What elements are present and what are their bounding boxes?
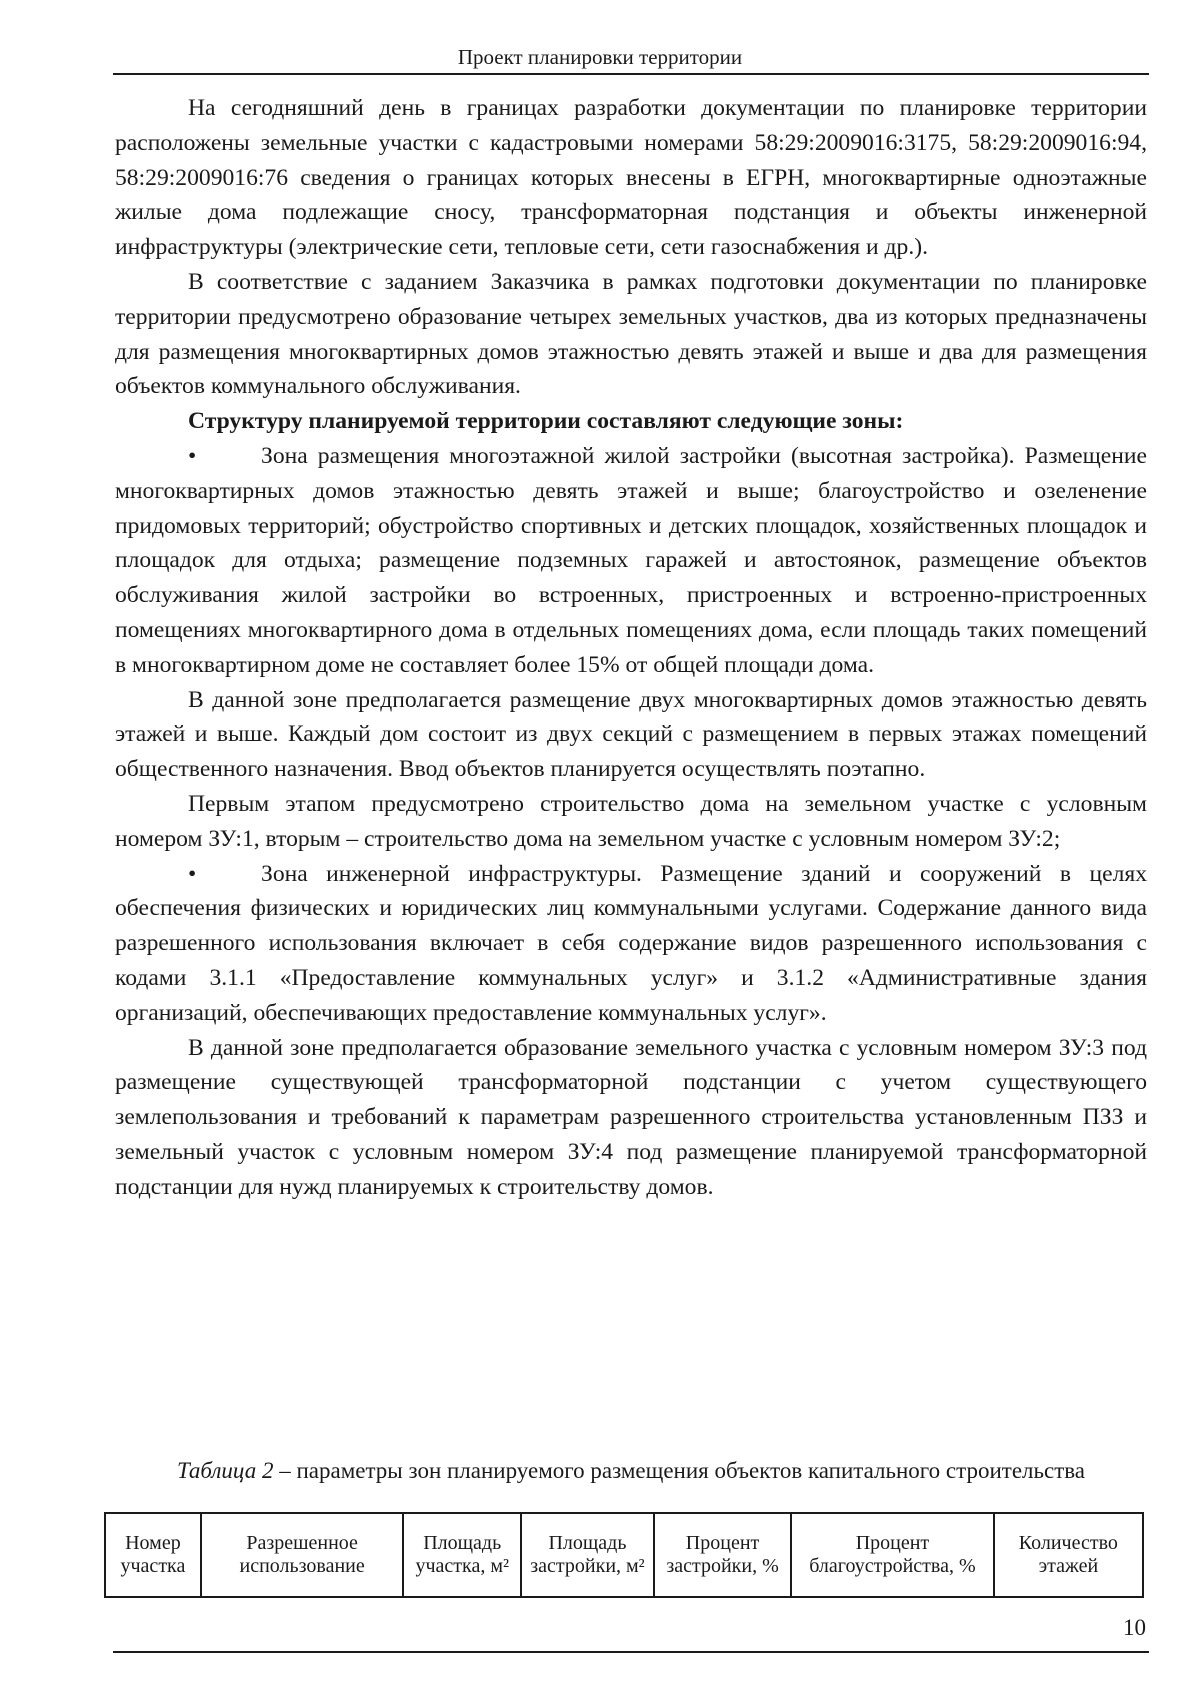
table-header-cell: Площадь участка, м²: [403, 1513, 521, 1597]
page-header-title: Проект планировки территории: [457, 45, 743, 69]
document-body: [115, 91, 1147, 1205]
bullet-text: Зона инженерной инфраструктуры. Размещение зданий и сооружений в целях обеспечения физических и юридических лиц коммунальными услугами. Содержание данного вида разрешенного использования включает в себя содержание видов разрешенного использования с кодами 3.1.1 «Предоставление коммунальных услуг» и 3.1.2 «Административные здания организаций, обеспечивающих предоставление коммунальных услуг».: [115, 860, 1147, 1026]
paragraph-existing-parcels: На сегодняшний день в границах разработки документации по планировке территории расположены земельные участки с кадастровыми номерами 58:29:2009016:3175, 58:29:2009016:94, 58:29:2009016:76 сведения о границах которых внесены в ЕГРН, многоквартирные одноэтажные жилые дома подлежащие сносу, трансформаторная подстанция и объекты инженерной инфраструктуры (электрические сети, тепловые сети, сети газоснабжения и др.).: [115, 95, 1147, 261]
paragraph-two-houses: В данной зоне предполагается размещение двух многоквартирных домов этажностью девять этажей и выше. Каждый дом состоит из двух секций с размещением в первых этажах помещений общественного назначения. Ввод объектов планируется осуществлять поэтапно.: [115, 686, 1147, 783]
header-rule: [113, 73, 1149, 75]
table-header-cell: Процент застройки, %: [654, 1513, 791, 1597]
table-caption-dash: –: [273, 1458, 297, 1483]
table-caption-text: параметры зон планируемого размещения объектов капитального строительства: [296, 1458, 1086, 1483]
table-header-cell: Количество этажей: [994, 1513, 1143, 1597]
table-header-cell: Номер участка: [105, 1513, 201, 1597]
bullet-symbol: •: [188, 442, 197, 469]
paragraph-stages: Первым этапом предусмотрено строительство дома на земельном участке с условным номером ЗУ:1, вторым – строительство дома на земельном участке с условным номером ЗУ:2;: [115, 790, 1147, 852]
table-caption: [115, 1457, 1147, 1484]
footer-rule: [113, 1651, 1149, 1653]
bullet-item-residential-zone: [115, 439, 1147, 683]
paragraph-substations: В данной зоне предполагается образование земельного участка с условным номером ЗУ:3 под размещение существующей трансформаторной подстанции с учетом существующего землепользования и требований к параметрам разрешенного строительства установленным ПЗЗ и земельный участок с условным номером ЗУ:4 под размещение планируемой трансформаторной подстанции для нужд планируемых к строительству домов.: [115, 1034, 1147, 1200]
bullet-symbol: •: [188, 860, 197, 887]
bullet-text: Зона размещения многоэтажной жилой застройки (высотная застройка). Размещение многоквартирных домов этажностью девять этажей и выше; благоустройство и озеленение придомовых территорий; обустройство спортивных и детских площадок, хозяйственных площадок и площадок для отдыха; размещение подземных гаражей и автостоянок, размещение объектов обслуживания жилой застройки во встроенных, пристроенных и встроенно-пристроенных помещениях многоквартирного дома в отдельных помещениях дома, если площадь таких помещений в многоквартирном доме не составляет более 15% от общей площади дома.: [115, 442, 1147, 678]
paragraph-customer-task: В соответствие с заданием Заказчика в рамках подготовки документации по планировке территории предусмотрено образование четырех земельных участков, два из которых предназначены для размещения многоквартирных домов этажностью девять этажей и выше и два для размещения объектов коммунального обслуживания.: [115, 268, 1147, 400]
table-header-cell: Площадь застройки, м²: [521, 1513, 654, 1597]
section-heading-zones: Структуру планируемой территории составляют следующие зоны:: [188, 408, 904, 435]
page-number: 10: [1123, 1615, 1146, 1640]
table-header-row: [105, 1513, 1143, 1597]
table-header-cell: Разрешенное использование: [201, 1513, 404, 1597]
table-header-cell: Процент благоустройства, %: [791, 1513, 994, 1597]
bullet-item-infrastructure-zone: [115, 857, 1147, 1031]
table-caption-label: Таблица 2: [176, 1458, 274, 1483]
parameters-table: [104, 1512, 1144, 1598]
